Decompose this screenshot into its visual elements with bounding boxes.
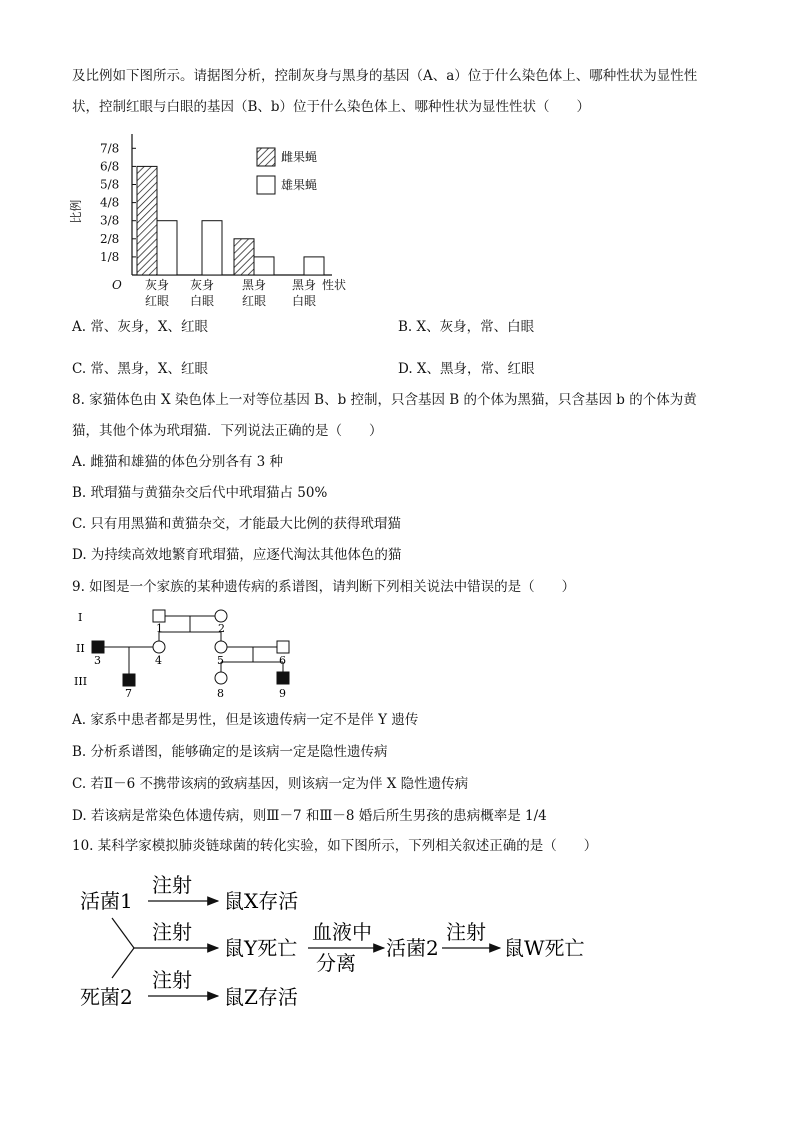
- female-bar-3: [234, 239, 254, 275]
- mouse-x-survive: 鼠X存活: [224, 889, 299, 913]
- x-category-label: 黑身: [291, 278, 317, 292]
- female-bar-1: [137, 166, 157, 275]
- individual-2-female: [215, 610, 227, 622]
- individual-4-female: [153, 641, 165, 653]
- generation-label-i: I: [78, 611, 83, 624]
- inject-label-4: 注射: [152, 968, 192, 992]
- id-1: 1: [156, 622, 163, 635]
- q8-option-c: C. 只有用黑猫和黄猫杂交，才能最大比例的获得玳瑁猫: [72, 516, 401, 532]
- bar-chart: [60, 130, 360, 310]
- inject-label-2: 注射: [152, 920, 192, 944]
- inject-label-1: 注射: [152, 873, 192, 897]
- live-bacteria-1: 活菌1: [80, 889, 133, 913]
- individual-6-male: [277, 641, 289, 653]
- individual-7-affected-male: [123, 674, 135, 686]
- y-tick-label: 4/8: [100, 195, 120, 210]
- individual-5-female: [215, 641, 227, 653]
- legend-swatch: [257, 176, 275, 194]
- q7-option-a: A. 常、灰身，X、红眼: [72, 319, 208, 335]
- id-3: 3: [94, 654, 101, 667]
- isolate-label: 分离: [316, 951, 356, 975]
- y-tick-label: 3/8: [100, 213, 120, 228]
- intro-line-1: 及比例如下图所示。请据图分析，控制灰身与黑身的基因（A、a）位于什么染色体上、哪种性状为显性性: [72, 68, 698, 84]
- dead-bacteria-2: 死菌2: [80, 985, 133, 1009]
- q9-stem: 9. 如图是一个家族的某种遗传病的系谱图，请判断下列相关说法中错误的是（ ）: [72, 579, 576, 595]
- individual-1-male: [153, 610, 165, 622]
- id-8: 8: [217, 687, 224, 700]
- individual-8-female: [215, 672, 227, 684]
- y-tick-label: 5/8: [100, 177, 120, 192]
- id-6: 6: [279, 654, 286, 667]
- individual-9-affected-male: [277, 672, 289, 684]
- y-tick-label: 2/8: [100, 231, 120, 246]
- inject-label-3: 注射: [446, 920, 486, 944]
- x-category-label: 红眼: [144, 294, 170, 308]
- live-bacteria-2: 活菌2: [386, 936, 439, 960]
- id-7: 7: [125, 687, 132, 700]
- q8-option-b: B. 玳瑁猫与黄猫杂交后代中玳瑁猫占 50%: [72, 485, 328, 501]
- mouse-z-survive: 鼠Z存活: [224, 985, 298, 1009]
- individual-3-affected-male: [92, 641, 104, 653]
- x-category-label: 红眼: [241, 294, 267, 308]
- id-2: 2: [218, 622, 225, 635]
- intro-line-2: 状，控制红眼与白眼的基因（B、b）位于什么染色体上、哪种性状为显性性状（ ）: [72, 99, 591, 115]
- q8-option-d: D. 为持续高效地繁育玳瑁猫，应逐代淘汰其他体色的猫: [72, 547, 402, 563]
- id-9: 9: [279, 687, 286, 700]
- q9-option-d: D. 若该病是常染色体遗传病，则Ⅲ－7 和Ⅲ－8 婚后所生男孩的患病概率是 1/4: [72, 808, 547, 824]
- q9-option-b: B. 分析系谱图，能够确定的是该病一定是隐性遗传病: [72, 744, 388, 760]
- from-blood-label: 血液中: [312, 920, 372, 944]
- male-bar-3: [254, 257, 274, 275]
- y-tick-label: 6/8: [100, 159, 120, 174]
- q7-option-c: C. 常、黑身，X、红眼: [72, 361, 209, 377]
- pedigree-diagram: [70, 602, 310, 702]
- male-bar-4: [304, 257, 324, 275]
- mouse-w-dies: 鼠W死亡: [504, 936, 585, 960]
- q9-option-a: A. 家系中患者都是男性，但是该遗传病一定不是伴 Y 遗传: [72, 712, 419, 728]
- male-bar-1: [157, 221, 177, 275]
- y-tick-label: 1/8: [100, 249, 120, 264]
- x-category-label: 白眼: [189, 294, 215, 308]
- generation-label-iii: III: [74, 675, 88, 688]
- y-tick-label: 7/8: [100, 141, 120, 156]
- x-category-label: 灰身: [189, 278, 215, 292]
- legend-swatch: [257, 148, 275, 166]
- q8-option-a: A. 雌猫和雄猫的体色分别各有 3 种: [72, 454, 284, 470]
- x-axis-label: 性状: [322, 278, 347, 292]
- q10-stem: 10. 某科学家模拟肺炎链球菌的转化实验，如下图所示，下列相关叙述正确的是（ ）: [72, 838, 598, 854]
- q7-option-d: D. X、黑身，常、红眼: [398, 361, 535, 377]
- q8-stem-2: 猫，其他个体为玳瑁猫．下列说法正确的是（ ）: [72, 423, 383, 439]
- x-category-label: 灰身: [144, 278, 170, 292]
- q7-option-b: B. X、灰身，常、白眼: [398, 319, 535, 335]
- q8-stem-1: 8. 家猫体色由 X 染色体上一对等位基因 B、b 控制，只含基因 B 的个体为黑猫，只含基因 b 的个体为黄: [72, 392, 697, 408]
- id-5: 5: [217, 654, 224, 667]
- legend-label: 雌果蝇: [281, 150, 318, 164]
- transformation-experiment-diagram: [72, 868, 632, 1018]
- x-category-label: 黑身: [241, 278, 267, 292]
- x-category-label: 白眼: [291, 294, 317, 308]
- q9-option-c: C. 若Ⅱ－6 不携带该病的致病基因，则该病一定为伴 X 隐性遗传病: [72, 776, 469, 792]
- generation-label-ii: II: [76, 642, 85, 655]
- origin-label: O: [112, 278, 122, 292]
- id-4: 4: [155, 654, 162, 667]
- male-bar-2: [202, 221, 222, 275]
- y-axis-label: 比例: [69, 199, 83, 224]
- mouse-y-dies: 鼠Y死亡: [224, 936, 298, 960]
- legend-label: 雄果蝇: [281, 178, 318, 192]
